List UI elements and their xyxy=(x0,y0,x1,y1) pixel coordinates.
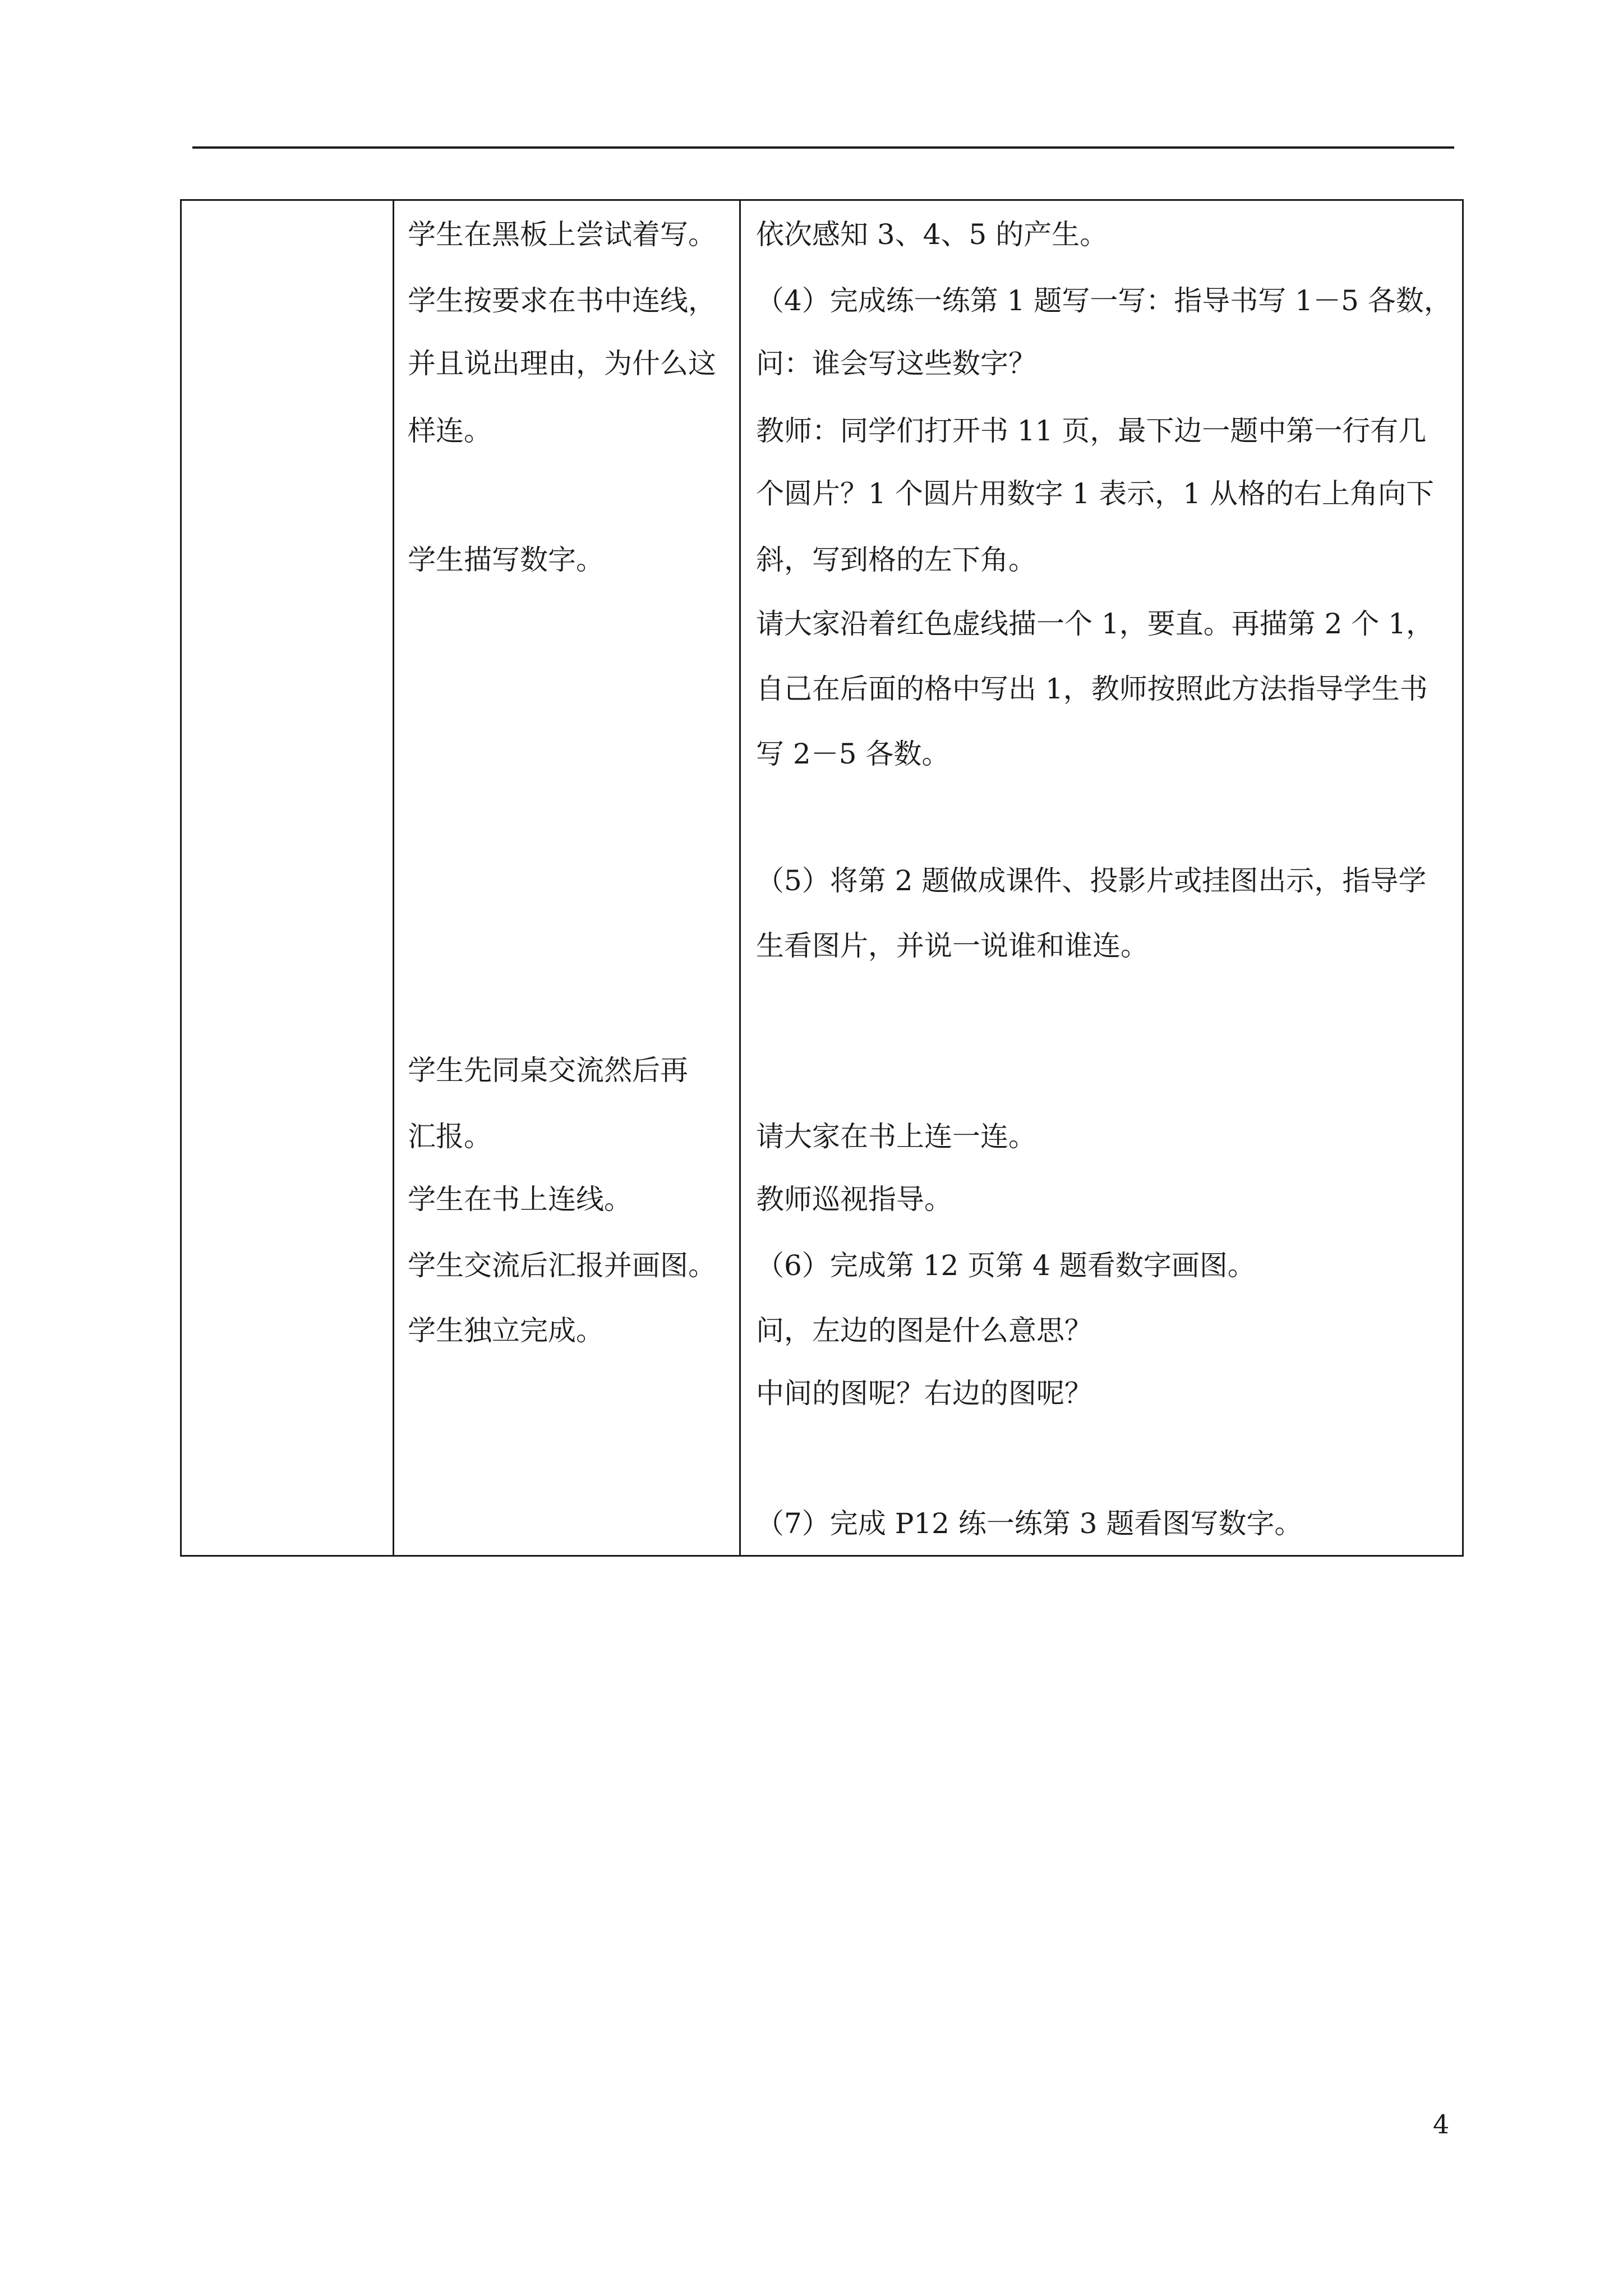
teacher-activity-line: 依次感知 3、4、5 的产生。 xyxy=(756,218,1108,251)
student-activity-line: 学生独立完成。 xyxy=(408,1314,604,1347)
teacher-activity-line: （7）完成 P12 练一练第 3 题看图写数字。 xyxy=(756,1507,1303,1540)
teacher-activity-line: 写 2－5 各数。 xyxy=(756,738,950,770)
student-activity-line: 学生描写数字。 xyxy=(408,544,604,576)
teacher-activity-line: 教师巡视指导。 xyxy=(756,1183,952,1216)
student-activity-line: 学生交流后汇报并画图。 xyxy=(408,1249,716,1282)
teacher-activity-line: 问：谁会写这些数字？ xyxy=(756,347,1036,380)
teacher-activity-line: 自己在后面的格中写出 1，教师按照此方法指导学生书 xyxy=(756,673,1428,705)
teacher-activity-line: 教师：同学们打开书 11 页，最下边一题中第一行有几 xyxy=(756,415,1427,447)
teacher-activity-line: （4）完成练一练第 1 题写一写：指导书写 1－5 各数， xyxy=(756,284,1452,317)
teacher-activity-line: 问，左边的图是什么意思？ xyxy=(756,1314,1092,1347)
column-divider-1 xyxy=(393,199,394,1557)
column-divider-2 xyxy=(739,199,741,1557)
teacher-activity-line: 生看图片，并说一说谁和谁连。 xyxy=(756,930,1149,962)
teacher-activity-line: 请大家沿着红色虚线描一个 1，要直。再描第 2 个 1， xyxy=(756,608,1435,640)
teacher-activity-line: 个圆片？1 个圆片用数字 1 表示，1 从格的右上角向下 xyxy=(756,477,1435,510)
teacher-activity-line: （6）完成第 12 页第 4 题看数字画图。 xyxy=(756,1249,1256,1282)
teacher-activity-line: 请大家在书上连一连。 xyxy=(756,1120,1036,1153)
page-number: 4 xyxy=(1433,2109,1450,2139)
teacher-activity-line: （5）将第 2 题做成课件、投影片或挂图出示，指导学 xyxy=(756,864,1427,897)
teacher-activity-line: 斜，写到格的左下角。 xyxy=(756,544,1036,576)
student-activity-line: 学生按要求在书中连线， xyxy=(408,284,716,317)
student-activity-line: 样连。 xyxy=(408,415,492,447)
student-activity-line: 学生在黑板上尝试着写。 xyxy=(408,218,716,251)
header-rule xyxy=(192,146,1454,149)
student-activity-line: 并且说出理由，为什么这 xyxy=(408,347,716,380)
student-activity-line: 学生在书上连线。 xyxy=(408,1183,632,1216)
teacher-activity-line: 中间的图呢？右边的图呢？ xyxy=(756,1377,1092,1410)
student-activity-line: 汇报。 xyxy=(408,1120,492,1153)
student-activity-line: 学生先同桌交流然后再 xyxy=(408,1054,688,1087)
